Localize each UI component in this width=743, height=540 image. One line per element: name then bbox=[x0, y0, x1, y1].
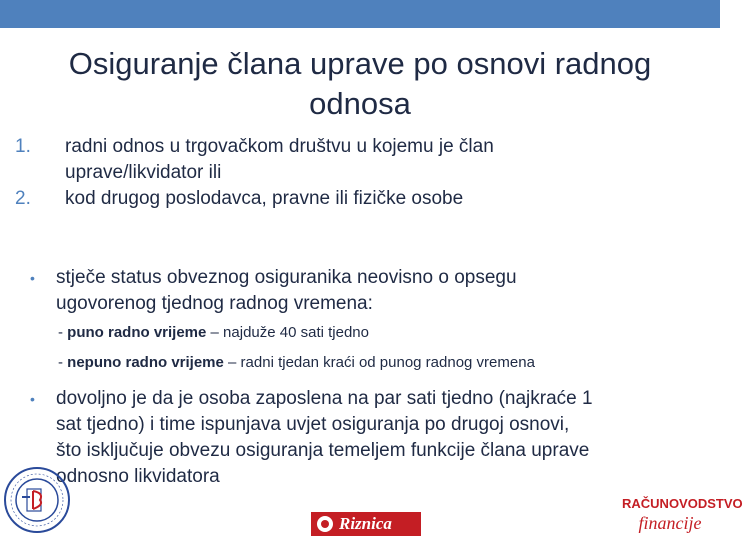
racunovodstvo-wordmark: RAČUNOVODSTVO bbox=[622, 496, 743, 511]
list-text: radni odnos u trgovačkom društvu u kojemu je član uprave/likvidator ili bbox=[65, 136, 494, 183]
sub-item-part-time: - nepuno radno vrijeme – radni tjedan kraći od punog radnog vremena bbox=[58, 354, 535, 371]
bullet-item-status bbox=[30, 265, 690, 317]
list-text: kod drugog poslodavca, pravne ili fizičke osobe bbox=[65, 188, 464, 209]
slide-title: Osiguranje člana uprave po osnovi radnog odnosa bbox=[68, 46, 652, 121]
bullet-item-sufficient bbox=[30, 386, 690, 490]
sub-item-full-time: - puno radno vrijeme – najduže 40 sati tjedno bbox=[58, 324, 369, 341]
top-accent-bar bbox=[0, 0, 720, 28]
racunovodstvo-logo bbox=[622, 495, 743, 539]
bullet-marker: • bbox=[30, 270, 35, 286]
association-seal-logo bbox=[2, 465, 72, 535]
bullet-text: stječe status obveznog osiguranika neovisno o opsegu ugovorenog tjednog radnog vremena: bbox=[56, 267, 517, 314]
bullet-text: dovoljno je da je osoba zaposlena na par sati tjedno (najkraće 1 sat tjedno) i time ispunjava uvjet osiguranja po drugoj osnovi, što isključuje obvezu osiguranja temeljem funkcije člana uprave odnosno likvidatora bbox=[56, 388, 593, 487]
numbered-item bbox=[15, 186, 695, 212]
list-number: 1. bbox=[15, 136, 31, 157]
financije-wordmark: financije bbox=[638, 513, 702, 533]
riznica-wordmark: Riznica bbox=[339, 514, 392, 533]
riznica-logo bbox=[311, 512, 421, 536]
numbered-list bbox=[15, 134, 695, 212]
numbered-item bbox=[15, 134, 695, 186]
bullet-marker: • bbox=[30, 391, 35, 407]
riznica-emblem-icon bbox=[317, 516, 333, 532]
list-number: 2. bbox=[15, 188, 31, 209]
